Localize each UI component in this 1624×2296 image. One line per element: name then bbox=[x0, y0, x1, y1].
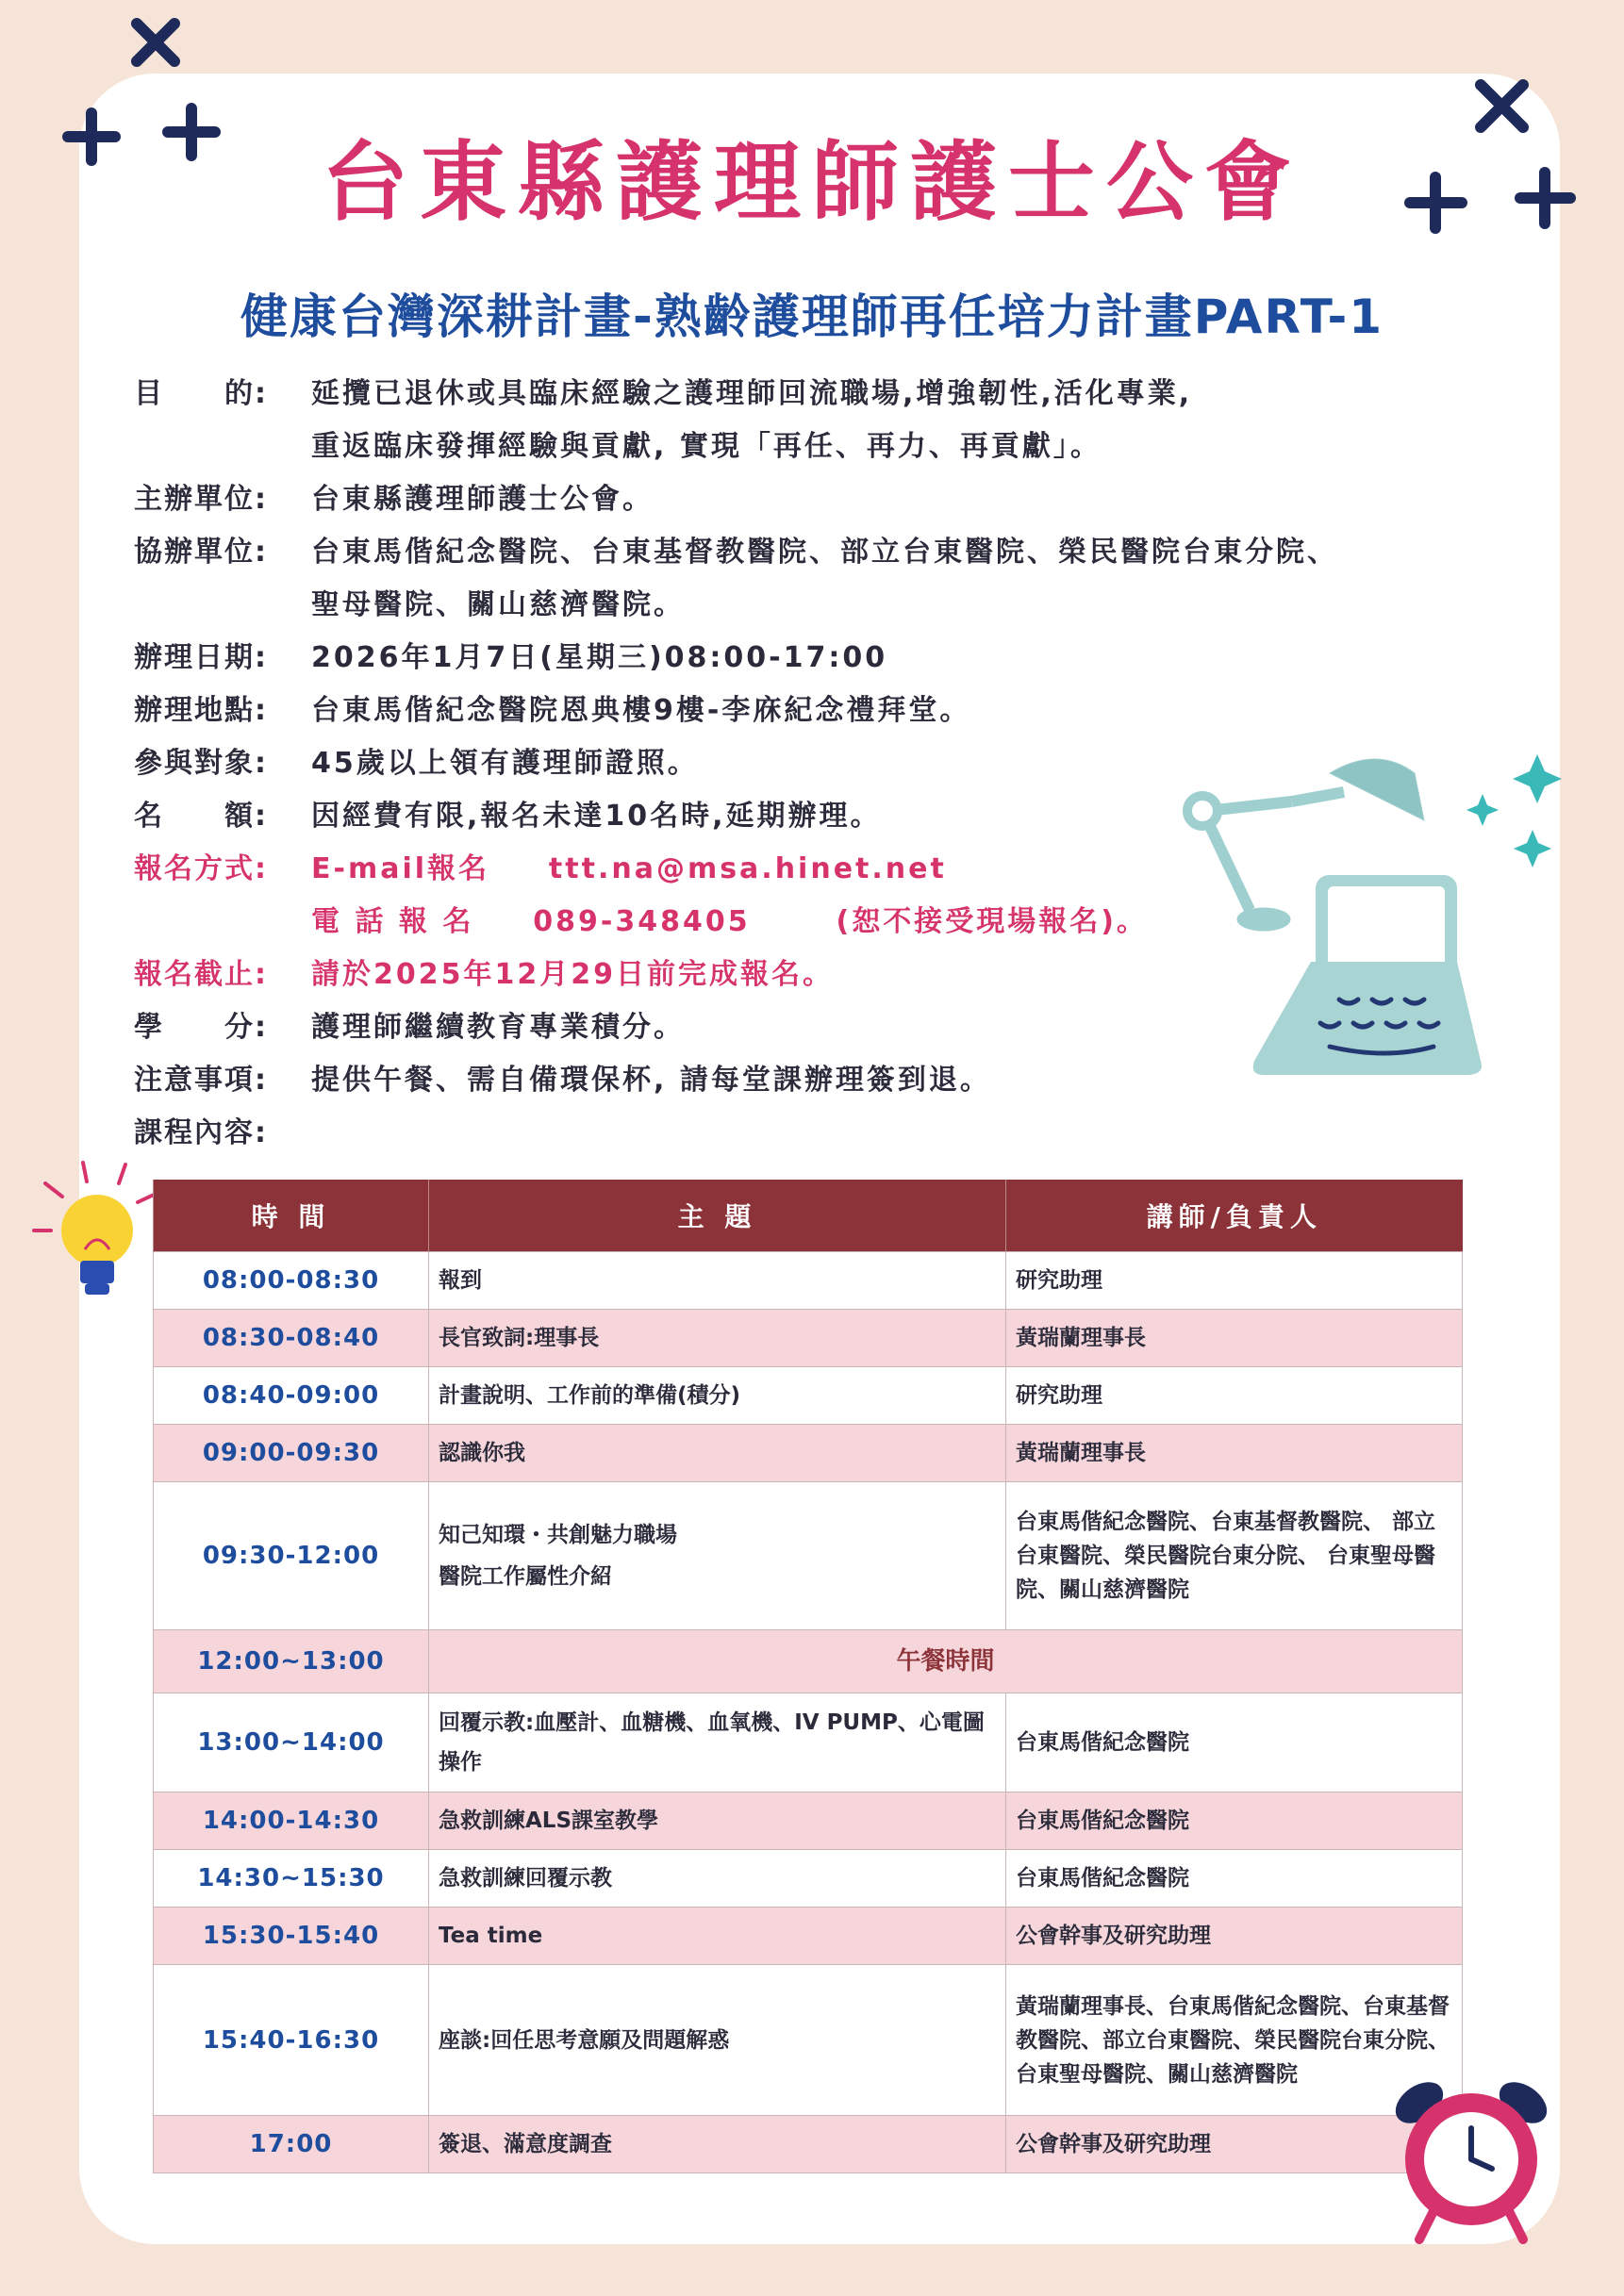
organizer-label: 主辦單位: bbox=[134, 483, 268, 516]
lecturer-cell: 黃瑞蘭理事長、台東馬偕紀念醫院、台東基督教醫院、部立台東醫院、榮民醫院台東分院、台東聖母醫院、關山慈濟醫院 bbox=[1006, 1965, 1463, 2116]
location-label: 辦理地點: bbox=[134, 694, 268, 727]
lecturer-cell: 黃瑞蘭理事長 bbox=[1006, 1425, 1463, 1482]
course-row bbox=[134, 1107, 1473, 1160]
time-cell: 09:00-09:30 bbox=[154, 1425, 429, 1482]
organizer-row bbox=[134, 473, 1473, 526]
header-lecturer: 講師/負責人 bbox=[1006, 1180, 1463, 1252]
target-value: 45歲以上領有護理師證照。 bbox=[311, 747, 699, 780]
topic-cell: 計畫說明、工作前的準備(積分) bbox=[429, 1367, 1006, 1425]
header-time: 時 間 bbox=[154, 1180, 429, 1252]
lecturer-cell: 台東馬偕紀念醫院、台東基督教醫院、 部立台東醫院、榮民醫院台東分院、 台東聖母醫院、關山慈濟醫院 bbox=[1006, 1482, 1463, 1630]
co-organizer-label: 協辦單位: bbox=[134, 536, 268, 569]
date-value: 2026年1月7日(星期三)08:00-17:00 bbox=[311, 641, 888, 674]
time-cell: 09:30-12:00 bbox=[154, 1482, 429, 1630]
table-row bbox=[154, 1310, 1463, 1367]
schedule-table bbox=[153, 1180, 1463, 2173]
purpose-value bbox=[311, 368, 1473, 473]
lecturer-cell: 台東馬偕紀念醫院 bbox=[1006, 1850, 1463, 1908]
email-link[interactable]: ttt.na@msa.hinet.net bbox=[548, 852, 947, 885]
lecturer-cell: 黃瑞蘭理事長 bbox=[1006, 1310, 1463, 1367]
lecturer-cell: 台東馬偕紀念醫院 bbox=[1006, 1792, 1463, 1850]
topic-cell: 簽退、滿意度調查 bbox=[429, 2116, 1006, 2173]
location-value: 台東馬偕紀念醫院恩典樓9樓-李庥紀念禮拜堂。 bbox=[311, 694, 971, 727]
time-cell: 15:30-15:40 bbox=[154, 1908, 429, 1965]
laptop-icon bbox=[1226, 867, 1490, 1094]
registration-label: 報名方式: bbox=[134, 852, 268, 885]
time-cell: 08:00-08:30 bbox=[154, 1252, 429, 1310]
table-row bbox=[154, 1367, 1463, 1425]
date-row bbox=[134, 632, 1473, 685]
deadline-label: 報名截止: bbox=[134, 958, 268, 991]
co-organizer-line-2: 聖母醫院、關山慈濟醫院。 bbox=[311, 588, 685, 621]
purpose-label: 目 的: bbox=[134, 377, 268, 410]
schedule-header bbox=[154, 1180, 1463, 1252]
time-cell: 13:00~14:00 bbox=[154, 1693, 429, 1792]
co-organizer-line-1: 台東馬偕紀念醫院、台東基督教醫院、部立台東醫院、榮民醫院台東分院、 bbox=[311, 536, 1338, 569]
lecturer-cell: 公會幹事及研究助理 bbox=[1006, 2116, 1463, 2173]
organizer-value: 台東縣護理師護士公會。 bbox=[311, 483, 654, 516]
course-label: 課程內容: bbox=[134, 1116, 268, 1149]
time-cell: 14:00-14:30 bbox=[154, 1792, 429, 1850]
co-organizer-row bbox=[134, 526, 1473, 632]
table-row bbox=[154, 1693, 1463, 1792]
table-row bbox=[154, 1850, 1463, 1908]
page-title: 台東縣護理師護士公會 bbox=[321, 132, 1302, 233]
time-cell: 15:40-16:30 bbox=[154, 1965, 429, 2116]
notes-label: 注意事項: bbox=[134, 1064, 268, 1097]
time-cell: 14:30~15:30 bbox=[154, 1850, 429, 1908]
table-row bbox=[154, 2116, 1463, 2173]
phone-number[interactable]: 089-348405 bbox=[533, 905, 751, 938]
topic-cell: 知己知環・共創魅力職場 醫院工作屬性介紹 bbox=[429, 1482, 1006, 1630]
email-label: E-mail報名 bbox=[311, 852, 490, 885]
time-cell: 08:40-09:00 bbox=[154, 1367, 429, 1425]
lecturer-cell: 研究助理 bbox=[1006, 1367, 1463, 1425]
topic-cell: 認識你我 bbox=[429, 1425, 1006, 1482]
location-row bbox=[134, 685, 1473, 737]
topic-cell: 座談:回任思考意願及問題解惑 bbox=[429, 1965, 1006, 2116]
topic-cell: 回覆示教:血壓計、血糖機、血氧機、IV PUMP、心電圖操作 bbox=[429, 1693, 1006, 1792]
lecturer-cell: 研究助理 bbox=[1006, 1252, 1463, 1310]
time-cell: 08:30-08:40 bbox=[154, 1310, 429, 1367]
purpose-line-2: 重返臨床發揮經驗與貢獻, 實現「再任、再力、再貢獻」。 bbox=[311, 430, 1102, 463]
phone-label: 電 話 報 名 bbox=[311, 905, 474, 938]
deadline-value: 請於2025年12月29日前完成報名。 bbox=[311, 958, 834, 991]
date-label: 辦理日期: bbox=[134, 641, 268, 674]
table-row bbox=[154, 1630, 1463, 1693]
registration-note: (恕不接受現場報名)。 bbox=[836, 905, 1148, 938]
topic-cell: 急救訓練ALS課室教學 bbox=[429, 1792, 1006, 1850]
quota-label: 名 額: bbox=[134, 800, 268, 833]
lecturer-cell: 台東馬偕紀念醫院 bbox=[1006, 1693, 1463, 1792]
alarm-clock-icon bbox=[1386, 2060, 1556, 2249]
lunch-cell: 午餐時間 bbox=[429, 1630, 1463, 1693]
table-row bbox=[154, 1425, 1463, 1482]
table-row bbox=[154, 1965, 1463, 2116]
page-subtitle: 健康台灣深耕計畫-熟齡護理師再任培力計畫PART-1 bbox=[240, 289, 1384, 344]
topic-cell: 長官致詞:理事長 bbox=[429, 1310, 1006, 1367]
lightbulb-icon bbox=[26, 1155, 158, 1306]
time-cell: 17:00 bbox=[154, 2116, 429, 2173]
purpose-row bbox=[134, 368, 1473, 473]
table-row bbox=[154, 1792, 1463, 1850]
credit-value: 護理師繼續教育專業積分。 bbox=[311, 1011, 685, 1044]
topic-cell: 急救訓練回覆示教 bbox=[429, 1850, 1006, 1908]
credit-label: 學 分: bbox=[134, 1011, 268, 1044]
time-cell: 12:00~13:00 bbox=[154, 1630, 429, 1693]
table-row bbox=[154, 1908, 1463, 1965]
header-topic: 主 題 bbox=[429, 1180, 1006, 1252]
notes-value: 提供午餐、需自備環保杯, 請每堂課辦理簽到退。 bbox=[311, 1064, 991, 1097]
purpose-line-1: 延攬已退休或具臨床經驗之護理師回流職場,增強韌性,活化專業, bbox=[311, 377, 1193, 410]
target-label: 參與對象: bbox=[134, 747, 268, 780]
co-organizer-value bbox=[311, 526, 1473, 632]
table-row bbox=[154, 1252, 1463, 1310]
quota-value: 因經費有限,報名未達10名時,延期辦理。 bbox=[311, 800, 882, 833]
table-row bbox=[154, 1482, 1463, 1630]
topic-cell: 報到 bbox=[429, 1252, 1006, 1310]
topic-cell: Tea time bbox=[429, 1908, 1006, 1965]
lecturer-cell: 公會幹事及研究助理 bbox=[1006, 1908, 1463, 1965]
